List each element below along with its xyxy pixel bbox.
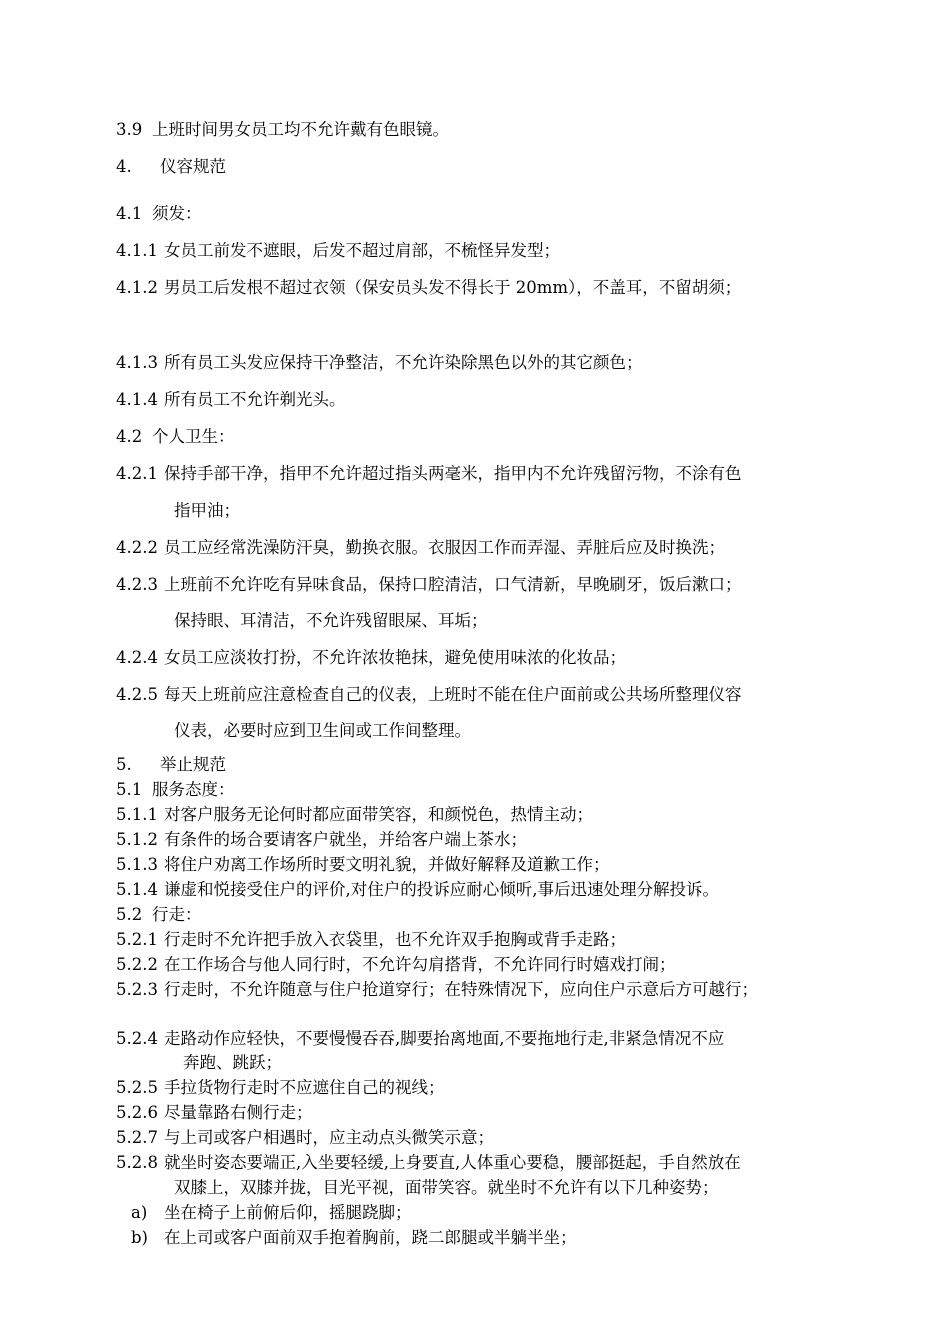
clause-4-2-1-continuation [174,500,240,522]
clause-5-2-4-continuation [183,1052,282,1074]
list-item-a [131,1202,412,1224]
clause-text: 员工应经常洗澡防汗臭，勤换衣服。衣服因工作而弄湿、弄脏后应及时换洗； [164,538,725,557]
clause-5-1 [116,779,235,801]
clause-5-1-2 [116,829,527,851]
clause-text: 行走： [152,905,202,924]
clause-text: 在工作场合与他人同行时，不允许勾肩搭背，不允许同行时嬉戏打闹； [164,955,676,974]
clause-5-2-5 [116,1077,445,1099]
clause-4-2-3-continuation [174,610,488,632]
clause-number: 5.2.1 [116,930,158,949]
clause-text: 服务态度： [152,780,235,799]
clause-5-2-6 [116,1102,313,1124]
clause-text: 所有员工头发应保持干净整洁，不允许染除黑色以外的其它颜色； [164,353,643,372]
clause-number: 5.1.3 [116,855,158,874]
section-title: 仪容规范 [160,157,226,176]
clause-text: 行走时不允许把手放入衣袋里，也不允许双手抱胸或背手走路； [164,930,626,949]
clause-number: 5.1.4 [116,880,158,899]
clause-number: 5.2.8 [116,1153,158,1172]
clause-5-2-8-continuation [174,1177,719,1199]
clause-text: 女员工前发不遮眼，后发不超过肩部，不梳怪异发型； [164,241,560,260]
clause-text: 手拉货物行走时不应遮住自己的视线； [164,1078,445,1097]
clause-4-2-5 [116,684,742,706]
clause-text: 保持眼、耳清洁，不允许残留眼屎、耳垢； [174,611,488,630]
clause-number: 4.1.3 [116,353,158,372]
clause-text: 谦虚和悦接受住户的评价,对住户的投诉应耐心倾听,事后迅速处理分解投诉。 [164,880,719,899]
clause-number: 5.2.3 [116,980,158,999]
clause-text: 指甲油； [174,501,240,520]
clause-number: 5.2.7 [116,1128,158,1147]
clause-3-9 [116,119,449,141]
clause-number: 4.2.1 [116,464,158,483]
clause-text: 上班时间男女员工均不允许戴有色眼镜。 [152,120,449,139]
clause-4-1-3 [116,352,643,374]
clause-number: 5.2.5 [116,1078,158,1097]
clause-number: 3.9 [116,120,143,139]
clause-number: 4.1.2 [116,278,158,297]
clause-text: 男员工后发根不超过衣领（保安员头发不得长于 20mm），不盖耳，不留胡须； [164,278,742,297]
list-marker: b) [131,1228,148,1247]
clause-4-1-2 [116,277,741,299]
clause-number: 5.2.6 [116,1103,158,1122]
clause-4-1-4 [116,389,346,411]
clause-4-2 [116,426,235,448]
section-5-heading [116,754,226,776]
list-text: 在上司或客户面前双手抱着胸前，跷二郎腿或半躺半坐； [164,1228,577,1247]
clause-text: 就坐时姿态要端正,入坐要轻缓,上身要直,人体重心要稳，腰部挺起，手自然放在 [164,1153,741,1172]
clause-number: 4.2.5 [116,685,158,704]
clause-5-2-4 [116,1028,724,1050]
clause-5-2-8 [116,1152,741,1174]
section-title: 举止规范 [160,755,226,774]
clause-text: 保持手部干净，指甲不允许超过指头两毫米，指甲内不允许残留污物，不涂有色 [164,464,742,483]
clause-5-2-1 [116,929,626,951]
clause-4-1-1 [116,240,560,262]
clause-4-2-2 [116,537,725,559]
clause-4-2-3 [116,574,742,596]
list-marker: a) [131,1203,148,1222]
clause-4-1 [116,203,202,225]
clause-number: 4.1 [116,204,143,223]
clause-text: 有条件的场合要请客户就坐，并给客户端上茶水； [164,830,527,849]
clause-5-2 [116,904,202,926]
clause-number: 4.2 [116,427,143,446]
clause-number: 4.1.1 [116,241,158,260]
clause-text: 上班前不允许吃有异味食品，保持口腔清洁，口气清新，早晚刷牙，饭后漱口； [164,575,742,594]
clause-number: 5.1 [116,780,143,799]
clause-number: 4.2.3 [116,575,158,594]
section-number: 4. [116,157,132,176]
clause-text: 双膝上，双膝并拢，目光平视，面带笑容。就坐时不允许有以下几种姿势； [174,1178,719,1197]
section-number: 5. [116,755,132,774]
clause-text: 每天上班前应注意检查自己的仪表，上班时不能在住户面前或公共场所整理仪容 [164,685,742,704]
clause-text: 尽量靠路右侧行走； [164,1103,313,1122]
clause-text: 须发： [152,204,202,223]
clause-5-1-4 [116,879,719,901]
clause-number: 5.2.2 [116,955,158,974]
clause-5-1-3 [116,854,610,876]
section-4-heading [116,156,226,178]
clause-5-1-1 [116,804,593,826]
clause-5-2-2 [116,954,676,976]
clause-5-2-3 [116,979,758,1001]
clause-text: 个人卫生： [152,427,235,446]
clause-4-2-1 [116,463,742,485]
clause-number: 5.2 [116,905,143,924]
clause-5-2-7 [116,1127,494,1149]
clause-4-2-4 [116,647,626,669]
clause-text: 女员工应淡妆打扮，不允许浓妆艳抹，避免使用味浓的化妆品； [164,648,626,667]
clause-text: 行走时，不允许随意与住户抢道穿行；在特殊情况下，应向住户示意后方可越行； [164,980,758,999]
clause-number: 5.2.4 [116,1029,158,1048]
clause-text: 所有员工不允许剃光头。 [164,390,346,409]
clause-text: 将住户劝离工作场所时要文明礼貌，并做好解释及道歉工作； [164,855,610,874]
clause-text: 奔跑、跳跃； [183,1053,282,1072]
clause-number: 4.2.2 [116,538,158,557]
clause-number: 5.1.2 [116,830,158,849]
clause-text: 仪表，必要时应到卫生间或工作间整理。 [174,721,471,740]
clause-4-2-5-continuation [174,720,471,742]
clause-text: 与上司或客户相遇时，应主动点头微笑示意； [164,1128,494,1147]
clause-number: 5.1.1 [116,805,158,824]
list-text: 坐在椅子上前俯后仰，摇腿跷脚； [164,1203,412,1222]
clause-text: 对客户服务无论何时都应面带笑容，和颜悦色，热情主动； [164,805,593,824]
clause-number: 4.2.4 [116,648,158,667]
clause-number: 4.1.4 [116,390,158,409]
clause-text: 走路动作应轻快，不要慢慢吞吞,脚要抬离地面,不要拖地行走,非紧急情况不应 [164,1029,725,1048]
list-item-b [131,1227,577,1249]
